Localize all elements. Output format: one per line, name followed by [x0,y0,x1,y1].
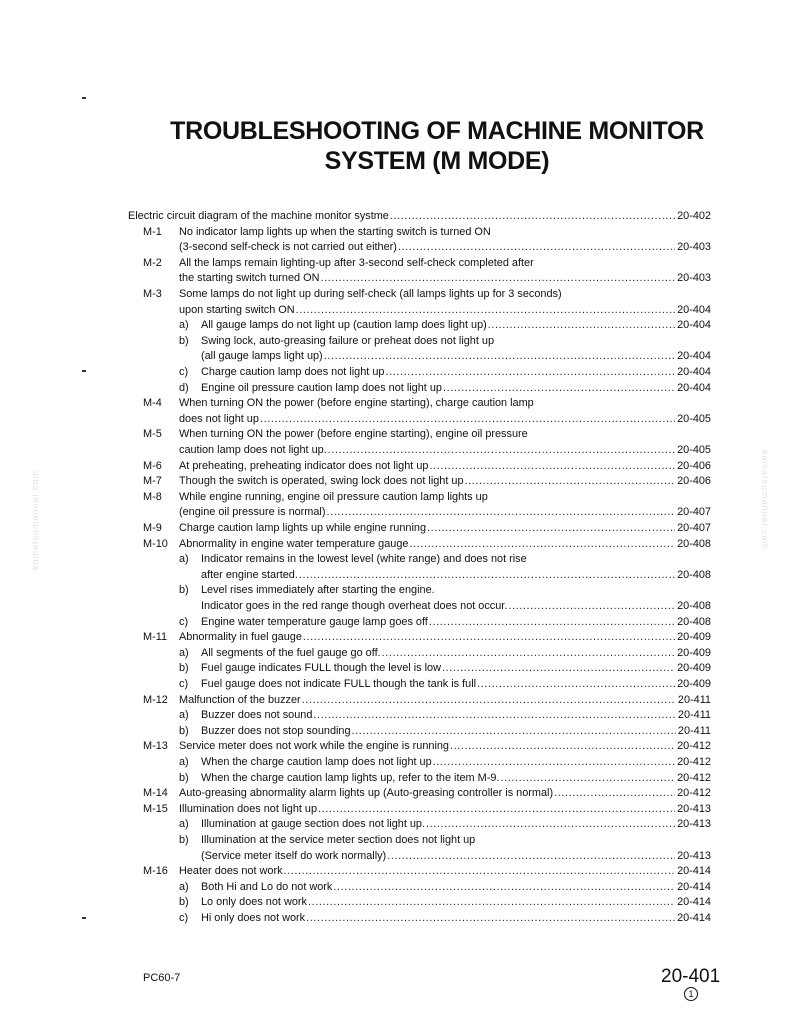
toc-item-text: When the charge caution lamp lights up, refer to the item M-9. [201,771,500,784]
toc-item-code: M-9 [143,522,162,534]
toc-item-text: Engine oil pressure caution lamp does not light up [201,381,442,394]
leader-dots [326,505,675,521]
toc-item-sub-label: a) [179,553,189,566]
toc-row [201,771,711,787]
toc-item-code: M-2 [143,256,162,269]
toc-item-text: Buzzer does not stop sounding [201,724,351,737]
leader-dots [409,537,675,553]
toc-item-text: All segments of the fuel gauge go off. [201,646,381,659]
toc-item-text: Service meter does not work while the engine is running [179,740,449,753]
toc-item-page: 20-403 [677,272,711,285]
toc-item-code: M-4 [143,397,162,410]
leader-dots [320,271,675,287]
toc-item-text: Though the switch is operated, swing lock does not light up [179,475,464,488]
toc-item-code: M-14 [143,787,168,800]
toc-item-code: M-5 [143,428,162,441]
toc-row [201,895,711,911]
leader-dots [385,365,675,381]
toc-item-text: Buzzer does not sound [201,709,313,722]
toc-item-text: Engine water temperature gauge lamp goes off [201,615,428,628]
scan-speck [82,97,86,99]
toc-item-text: after engine started. [201,568,298,581]
leader-dots [488,318,675,334]
toc-item-page: 20-404 [677,381,711,394]
toc-item-page: 20-412 [677,740,711,753]
toc-item-text: does not light up [179,412,259,425]
leader-dots [324,349,675,365]
toc-row [179,303,711,319]
leader-dots [352,724,676,740]
leader-dots [390,209,675,225]
leader-dots [328,443,675,459]
leader-dots [308,895,675,911]
toc-item-page: 20-414 [677,912,711,924]
toc-item-page: 20-412 [677,787,711,800]
toc-item-page: 20-407 [677,522,711,534]
footer-page-number: 20-401 [661,966,721,987]
toc-item-text: Fuel gauge indicates FULL though the level is low [201,662,441,675]
toc-item-sub-label: c) [179,615,189,628]
leader-dots [302,693,676,709]
toc-item-code: M-15 [143,802,168,815]
toc-item-page: 20-404 [677,350,711,363]
toc-item-page: 20-409 [677,646,711,659]
toc-item-page: 20-414 [677,880,711,893]
toc-item-text: Illumination at gauge section does not light up. [201,818,426,831]
toc-item-page: 20-405 [677,444,711,456]
toc-item-sub-label: d) [179,381,189,394]
toc-item-sub-label: a) [179,646,189,659]
toc-item-code: M-16 [143,865,168,878]
toc-row [128,209,711,225]
toc-item-text: Indicator remains in the lowest level (white range) and does not rise [201,553,527,566]
toc-row [201,661,711,677]
toc-row [179,256,711,272]
toc-item-sub-label: b) [179,896,189,909]
leader-dots [260,412,675,428]
toc-item-page: 20-414 [677,865,711,878]
toc-row [179,786,711,802]
toc-item-text: Abnormality in engine water temperature gauge [179,537,409,550]
toc-item-page: 20-408 [677,615,711,628]
toc-item-text: Some lamps do not light up during self-check (all lamps lights up for 3 seconds) [179,288,562,300]
toc-row [201,849,711,865]
toc-item-text: Illumination does not light up [179,802,318,815]
toc-row [179,287,711,303]
toc-item-page: 20-402 [677,210,711,222]
page-title-line-1: TROUBLESHOOTING OF MACHINE MONITOR [170,117,704,145]
toc-item-text: All the lamps remain lighting-up after 3-second self-check completed after [179,256,534,269]
leader-dots [296,303,675,319]
toc-item-sub-label: c) [179,678,189,690]
leader-dots [500,771,675,787]
toc-item-sub-label: a) [179,319,189,332]
side-watermark-left: komatsumanual.com [30,469,40,570]
toc-item-page: 20-405 [677,412,711,425]
toc-item-text: Malfunction of the buzzer [179,693,301,706]
toc-item-text: Swing lock, auto-greasing failure or preheat does not light up [201,334,495,347]
toc-row [201,911,711,927]
toc-row [179,739,711,755]
leader-dots [508,599,675,615]
toc-item-text: Both Hi and Lo do not work [201,880,333,893]
leader-dots [299,568,675,584]
leader-dots [398,240,675,256]
toc-item-sub-label: c) [179,366,189,378]
toc-row [179,505,711,521]
toc-item-sub-label: b) [179,334,189,347]
toc-item-sub-label: b) [179,584,189,597]
toc-item-page: 20-411 [677,724,711,737]
page-title [120,116,754,176]
toc-row [179,240,711,256]
toc-row [201,599,711,615]
toc-item-sub-label: c) [179,912,189,924]
toc-row [201,552,711,568]
toc-item-text: (engine oil pressure is normal) [179,506,326,519]
toc-item-text: Auto-greasing abnormality alarm lights up (Auto-greasing controller is normal) [179,787,554,800]
side-watermark-right: komatsumanual.com [760,450,770,551]
toc-item-code: M-6 [143,459,162,472]
toc-item-sub-label: a) [179,818,189,831]
leader-dots [442,661,675,677]
toc-item-text: (3-second self-check is not carried out either) [179,241,397,254]
toc-row [201,365,711,381]
toc-row [179,802,711,818]
leader-dots [303,630,675,646]
toc-item-page: 20-406 [677,475,711,488]
toc-item-sub-label: a) [179,880,189,893]
leader-dots [333,880,675,896]
toc-row [201,677,711,693]
toc-item-text: At preheating, preheating indicator does not light up [179,459,429,472]
leader-dots [426,817,675,833]
toc-row [179,427,711,443]
toc-row [179,693,711,709]
leader-dots [477,677,675,693]
toc-row [201,646,711,662]
toc-row [201,833,711,849]
leader-dots [427,521,675,537]
toc-row [179,443,711,459]
toc-item-page: 20-408 [677,537,711,550]
toc-item-page: 20-414 [677,896,711,909]
toc-row [179,271,711,287]
toc-item-text: Lo only does not work [201,896,307,909]
toc-item-text: Illumination at the service meter section does not light up [201,834,476,846]
leader-dots [382,646,675,662]
toc-row [201,381,711,397]
toc-item-text: Electric circuit diagram of the machine monitor systme [128,210,389,222]
toc-item-code: M-12 [143,693,168,706]
toc-item-text: Fuel gauge does not indicate FULL though the tank is full [201,678,477,690]
toc-row [201,334,711,350]
leader-dots [387,849,675,865]
toc-item-page: 20-407 [677,506,711,519]
toc-row [179,864,711,880]
toc-item-text: While engine running, engine oil pressure caution lamp lights up [179,490,488,503]
toc-row [201,615,711,631]
toc-row [179,537,711,553]
toc-item-sub-label: a) [179,756,189,768]
toc-item-sub-label: b) [179,834,189,846]
toc-row [179,412,711,428]
leader-dots [443,381,675,397]
toc-item-page: 20-413 [677,849,711,862]
toc-row [179,396,711,412]
toc-item-text: When turning ON the power (before engine starting), engine oil pressure [179,428,528,441]
toc-row [179,490,711,506]
leader-dots [429,615,675,631]
toc-item-text: When the charge caution lamp does not light up [201,756,432,768]
toc-item-text: upon starting switch ON [179,303,295,316]
toc-item-page: 20-409 [677,662,711,675]
footer-model: PC60-7 [143,972,181,984]
leader-dots [429,459,675,475]
toc-item-page: 20-408 [677,568,711,581]
toc-item-page: 20-412 [677,756,711,768]
toc-item-page: 20-404 [677,303,711,316]
toc-item-text: Indicator goes in the red range though overheat does not occur. [201,600,508,612]
toc-row [179,474,711,490]
toc-item-text: Charge caution lamp lights up while engine running [179,522,427,534]
toc-item-code: M-7 [143,475,162,488]
toc-row [201,724,711,740]
leader-dots [284,864,676,880]
leader-dots [313,708,675,724]
toc-item-text: caution lamp does not light up. [179,444,327,456]
toc-row [179,521,711,537]
leader-dots [306,911,675,927]
toc-item-page: 20-411 [677,709,711,722]
toc-row [179,630,711,646]
toc-item-text: When turning ON the power (before engine starting), charge caution lamp [179,397,534,410]
toc-row [201,708,711,724]
leader-dots [318,802,675,818]
leader-dots [465,474,676,490]
toc-item-page: 20-403 [677,241,711,254]
page-title-line-2: SYSTEM (M MODE) [324,147,550,175]
toc-item-page: 20-412 [677,771,711,784]
toc-row [201,583,711,599]
toc-item-code: M-8 [143,490,162,503]
toc-item-text: (all gauge lamps light up) [201,350,323,363]
toc-item-page: 20-409 [677,631,711,644]
toc-item-page: 20-408 [677,600,711,612]
toc-row [201,349,711,365]
toc-item-sub-label: a) [179,709,189,722]
toc-row [201,817,711,833]
toc-item-code: M-1 [143,225,162,238]
toc-row [179,225,711,241]
toc-item-text: Abnormality in fuel gauge [179,631,302,644]
toc-row [201,568,711,584]
leader-dots [433,755,675,771]
toc-item-sub-label: b) [179,662,189,675]
toc-item-page: 20-413 [677,802,711,815]
leader-dots [554,786,675,802]
scan-speck [82,917,86,919]
toc-item-text: No indicator lamp lights up when the starting switch is turned ON [179,225,491,238]
toc-item-page: 20-404 [677,366,711,378]
toc-row [179,459,711,475]
toc-item-code: M-11 [143,631,168,644]
leader-dots [450,739,675,755]
toc-item-text: the starting switch turned ON [179,272,320,285]
toc-item-page: 20-411 [677,693,711,706]
toc-item-code: M-3 [143,288,162,300]
toc-item-text: Level rises immediately after starting the engine. [201,584,435,597]
toc-row [201,880,711,896]
toc-item-sub-label: b) [179,724,189,737]
revision-mark: 1 [684,987,698,1001]
toc-item-page: 20-409 [677,678,711,690]
scan-speck [82,370,86,372]
toc-item-text: Hi only does not work [201,912,306,924]
toc-item-code: M-10 [143,537,168,550]
toc-row [201,755,711,771]
toc-item-sub-label: b) [179,771,189,784]
toc-item-text: Charge caution lamp does not light up [201,366,385,378]
toc-item-code: M-13 [143,740,168,753]
toc-item-page: 20-413 [677,818,711,831]
toc-item-text: All gauge lamps do not light up (caution lamp does light up) [201,319,487,332]
toc-item-page: 20-404 [677,319,711,332]
toc-row [201,318,711,334]
toc-item-text: Heater does not work [179,865,283,878]
toc-item-text: (Service meter itself do work normally) [201,849,387,862]
toc-item-page: 20-406 [677,459,711,472]
